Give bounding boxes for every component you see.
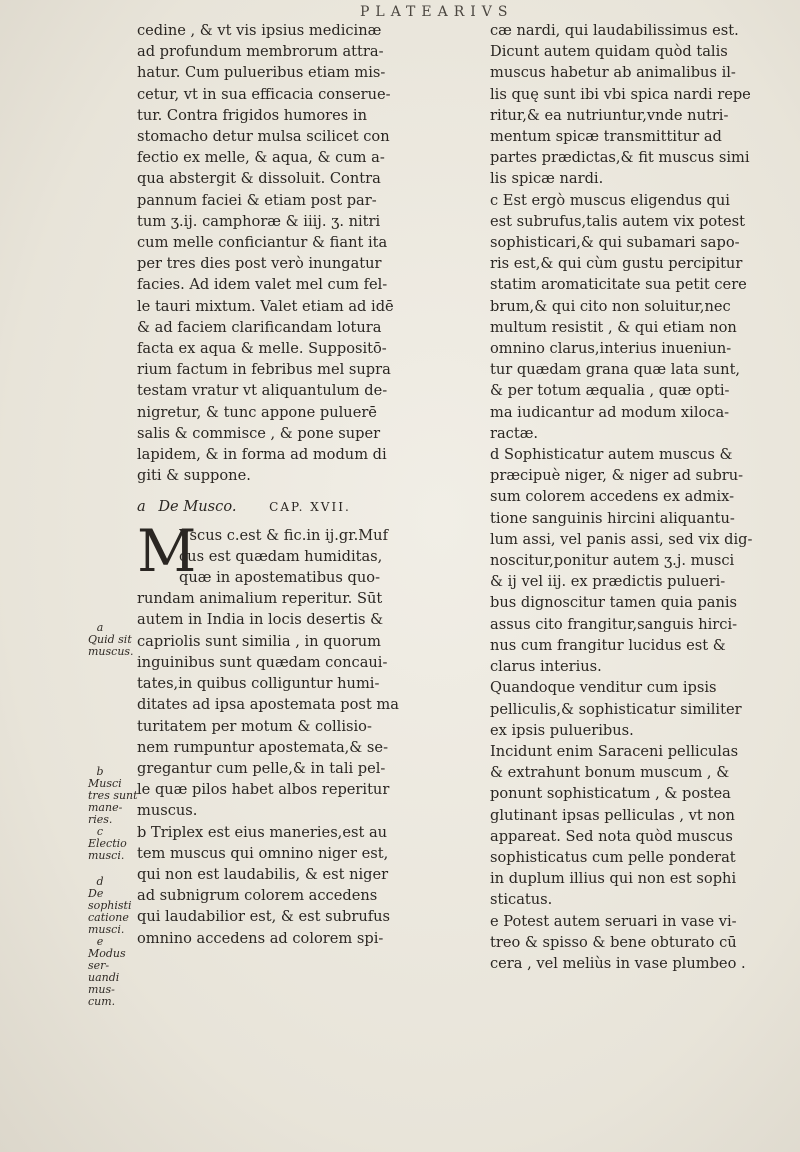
text-line: fectio ex melle, & aqua, & cum a-: [137, 149, 385, 167]
text-line: statim aromaticitate sua petit cere: [490, 276, 747, 294]
text-line: sophisticatus cum pelle ponderat: [490, 848, 736, 866]
text-line: noscitur,ponitur autem ʒ.j. musci: [490, 552, 735, 570]
text-line: per tres dies post verò inungatur: [137, 255, 382, 273]
text-line: giti & suppone.: [137, 467, 251, 485]
text-line: d Sophisticatur autem muscus &: [490, 446, 733, 464]
text-line: quæ in apostematibus quo-: [179, 569, 381, 587]
text-line: ractæ.: [490, 424, 539, 442]
text-line: sophisticari,& qui subamari sapo-: [490, 234, 740, 252]
text-line: appareat. Sed nota quòd muscus: [490, 827, 733, 845]
running-head: PLATEARIVS: [360, 4, 514, 20]
text-line: lis quę sunt ibi vbi spica nardi repe: [490, 85, 751, 103]
left-column-text: [137, 20, 477, 486]
text-line: & ij vel iij. ex prædictis pulueri-: [490, 573, 726, 591]
text-line: qui laudabilior est, & est subrufus: [137, 908, 391, 926]
text-line: rium factum in febribus mel supra: [137, 361, 391, 379]
text-line: rundam animalium reperitur. Sūt: [137, 590, 383, 608]
text-line: & ad faciem clarificandam lotura: [137, 318, 382, 336]
text-line: pannum faciei & etiam post par-: [137, 191, 377, 209]
text-line: nigretur, & tunc appone puluerē: [137, 403, 377, 421]
text-line: Vscus c.est & fic.in ij.gr.Muf: [179, 526, 388, 544]
text-line: le tauri mixtum. Valet etiam ad idē: [137, 297, 394, 315]
text-line: salis & commisce , & pone super: [137, 424, 381, 442]
text-line: inguinibus sunt quædam concaui-: [137, 653, 388, 671]
text-line: tur quædam grana quæ lata sunt,: [490, 361, 741, 379]
margin-note-c: [88, 826, 140, 862]
text-line: capriolis sunt similia , in quorum: [137, 632, 381, 650]
right-column-text: [490, 20, 796, 974]
text-line: facies. Ad idem valet mel cum fel-: [137, 276, 388, 294]
text-line: est subrufus,talis autem vix potest: [490, 212, 746, 230]
text-line: ex ipsis pulueribus.: [490, 721, 634, 739]
text-line: brum,& qui cito non soluitur,nec: [490, 297, 731, 315]
text-line: nem rumpuntur apostemata,& se-: [137, 738, 388, 756]
text-line: omnino clarus,interius inueniun-: [490, 340, 732, 358]
text-line: turitatem per motum & collisio-: [137, 717, 372, 735]
text-line: Quandoque venditur cum ipsis: [490, 679, 717, 697]
margin-note-letter: a: [96, 621, 104, 634]
chapter-number: CAP. XVII.: [269, 500, 351, 515]
text-line: tem muscus qui omnino niger est,: [137, 844, 389, 862]
text-line: ad subnigrum colorem accedens: [137, 887, 378, 905]
text-line: nus cum frangitur lucidus est &: [490, 636, 726, 654]
text-line: & extrahunt bonum muscum , &: [490, 764, 730, 782]
text-line: ris est,& qui cùm gustu percipitur: [490, 255, 743, 273]
margin-note-text: Modus ser-uandi mus-cum.: [88, 947, 126, 1008]
text-line: clarus interius.: [490, 658, 602, 676]
text-line: gregantur cum pelle,& in tali pel-: [137, 759, 386, 777]
text-line: testam vratur vt aliquantulum de-: [137, 382, 388, 400]
margin-note-e: [88, 936, 140, 1008]
chapter-opening: [137, 516, 477, 589]
text-line: mentum spicæ transmittitur ad: [490, 128, 722, 146]
text-line: cus est quædam humiditas,: [179, 547, 383, 565]
chapter-heading-marker: a: [137, 498, 146, 516]
text-line: cæ nardi, qui laudabilissimus est.: [490, 22, 739, 39]
text-line: sum colorem accedens ex admix-: [490, 488, 735, 506]
text-line: ma iudicantur ad modum xiloca-: [490, 403, 730, 421]
text-line: partes prædictas,& fit muscus simi: [490, 149, 750, 167]
text-line: lum assi, vel panis assi, sed vix dig-: [490, 530, 753, 548]
text-line: cetur, vt in sua efficacia conserue-: [137, 85, 391, 103]
text-line: assus cito frangitur,sanguis hirci-: [490, 615, 738, 633]
margin-note-letter: b: [96, 765, 104, 778]
text-line: muscus.: [137, 802, 198, 820]
text-line: qua abstergit & dissoluit. Contra: [137, 170, 381, 188]
text-line: treo & spisso & bene obturato cū: [490, 933, 737, 951]
text-line: ritur,& ea nutriuntur,vnde nutri-: [490, 106, 729, 124]
text-line: muscus habetur ab animalibus il-: [490, 64, 736, 82]
text-line: ditates ad ipsa apostemata post ma: [137, 696, 399, 714]
text-line: glutinant ipsas pelliculas , vt non: [490, 806, 735, 824]
text-line: stomacho detur mulsa scilicet con: [137, 128, 390, 146]
chapter-title: De Musco.: [158, 498, 237, 516]
text-line: hatur. Cum pulueribus etiam mis-: [137, 64, 386, 82]
text-line: sticatus.: [490, 891, 553, 909]
margin-note-b: [88, 766, 140, 826]
margin-note-letter: c: [96, 825, 104, 838]
text-line: in duplum illius qui non est sophi: [490, 870, 737, 888]
text-line: præcipuè niger, & niger ad subru-: [490, 467, 744, 485]
text-line: bus dignoscitur tamen quia panis: [490, 594, 738, 612]
text-line: Incidunt enim Saraceni pelliculas: [490, 742, 739, 760]
margin-note-text: Quid sit muscus.: [88, 633, 134, 658]
text-line: cum melle conficiantur & fiant ita: [137, 234, 388, 252]
text-line: c Est ergò muscus eligendus qui: [490, 191, 730, 209]
text-line: le quæ pilos habet albos reperitur: [137, 781, 390, 799]
chapter-heading: [137, 496, 477, 518]
text-line: facta ex aqua & melle. Suppositō-: [137, 340, 387, 358]
text-line: cedine , & vt vis ipsius medicinæ: [137, 22, 382, 39]
text-line: tur. Contra frigidos humores in: [137, 106, 367, 124]
margin-note-letter: e: [96, 935, 104, 948]
text-line: tione sanguinis hircini aliquantu-: [490, 509, 735, 527]
text-line: multum resistit , & qui etiam non: [490, 318, 737, 336]
right-column: [490, 20, 796, 974]
margin-note-letter: d: [96, 875, 104, 888]
text-line: & per totum æqualia , quæ opti-: [490, 382, 730, 400]
text-line: ponunt sophisticatum , & postea: [490, 785, 731, 803]
text-line: e Potest autem seruari in vase vi-: [490, 912, 737, 930]
text-line: b Triplex est eius maneries,est au: [137, 823, 388, 841]
text-line: cera , vel meliùs in vase plumbeo .: [490, 954, 746, 972]
margin-note-a: [88, 622, 140, 658]
text-line: qui non est laudabilis, & est niger: [137, 865, 389, 883]
text-line: autem in India in locis desertis &: [137, 611, 384, 629]
text-line: omnino accedens ad colorem spi-: [137, 929, 384, 947]
text-line: tates,in quibus colliguntur humi-: [137, 675, 380, 693]
text-line: tum ʒ.ij. camphoræ & iiij. ʒ. nitri: [137, 212, 381, 230]
text-line: ad profundum membrorum attra-: [137, 43, 384, 61]
text-line: lis spicæ nardi.: [490, 170, 604, 188]
text-line: pelliculis,& sophisticatur similiter: [490, 700, 742, 718]
margin-note-d: [88, 876, 140, 936]
chapter-body-text: [137, 588, 477, 948]
text-line: lapidem, & in forma ad modum di: [137, 446, 387, 464]
left-column: [137, 20, 477, 949]
margin-note-text: Electio musci.: [88, 837, 127, 862]
text-line: Dicunt autem quidam quòd talis: [490, 43, 728, 61]
drop-cap-letter: M: [137, 516, 197, 585]
margin-note-text: Musci tres sunt mane-ries.: [88, 777, 138, 826]
margin-note-text: De sophisti catione musci.: [88, 887, 132, 936]
